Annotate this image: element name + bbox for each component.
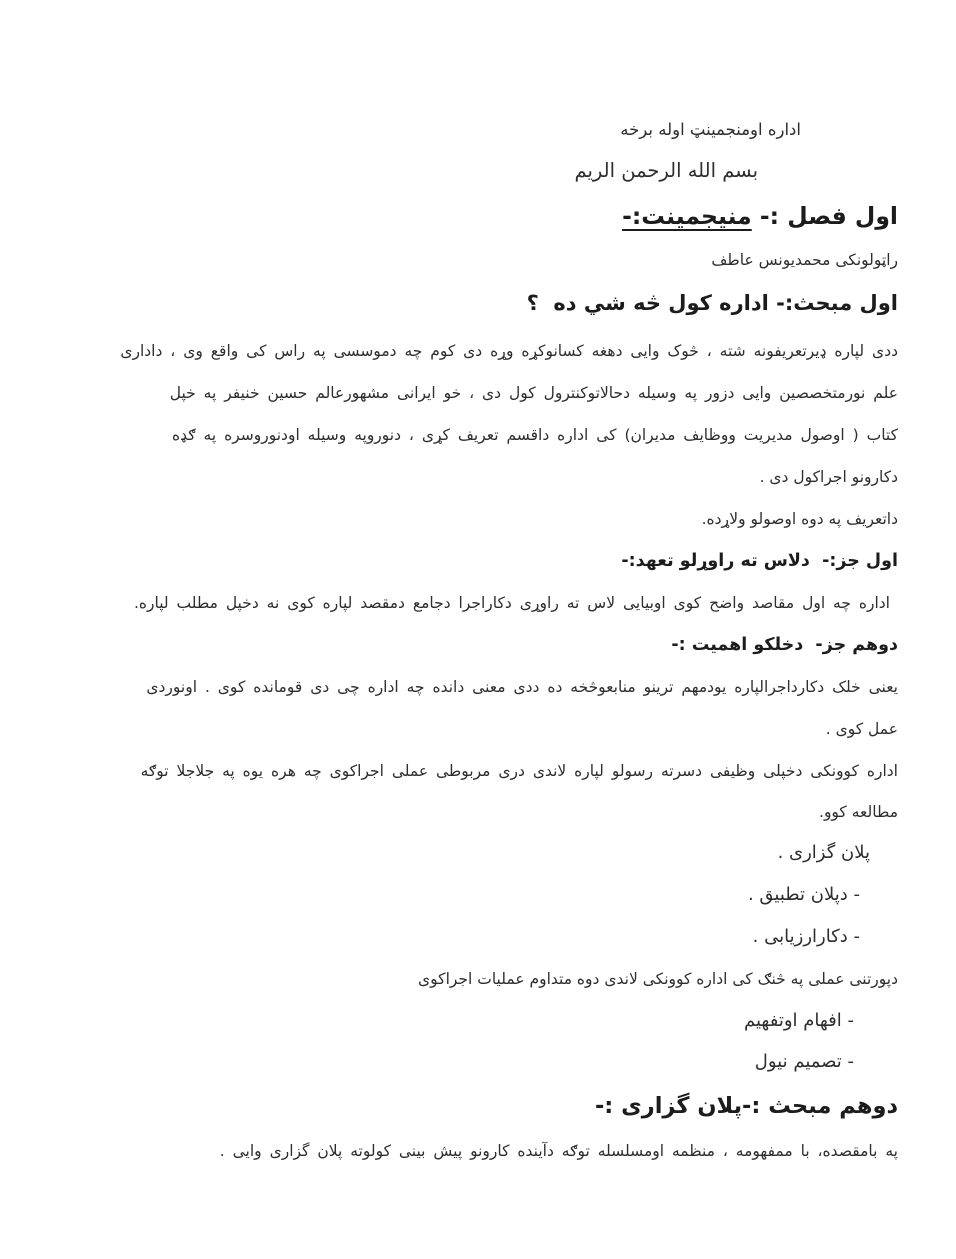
paragraph1-line2: علم نورمتخصصين وايی دزور په وسيله دحالاتوکنترول کول دی ، خو ايرانی مشهورعالم حسين خنيفر په خپل	[169, 384, 898, 402]
topic1-heading: اول مبحث:- اداره کول څه شي ده ؟	[526, 291, 898, 315]
part2-line1: يعنی خلک دکارداجرالپاره يودمهم ترينو منابعوڅخه ده ددی معنی دانده چه اداره چی دی قومانده کوی . اونوردی	[146, 678, 898, 696]
closing-text: په بامقصده، با ممفهومه ، منظمه اومسلسله توګه دآينده کارونو پيش بينی کولوته پلان گزاری وايی .	[219, 1142, 898, 1160]
list1-item-evaluation: - دکارارزيابی .	[752, 926, 860, 947]
document-header-line: اداره اومنجمينټ اوله برخه	[620, 120, 801, 139]
paragraph1-line1: ددی لپاره ډيرتعريفونه شته ، څوک وايی دهغه کسانوکړه وړه دی کوم چه دموسسی په راس کی واقع وی ، داداری	[120, 342, 898, 360]
paragraph3-line2: مطالعه کوو.	[819, 803, 898, 821]
paragraph3-line1: اداره کوونکی دخپلی وظيفی دسرته رسولو لپاره لاندی دری مربوطی عملی اجراکوی چه هره يوه په جلاجلا توګه	[140, 762, 898, 780]
compiler-byline: راټولونکی محمديونس عاطف	[711, 251, 898, 269]
topic2-heading: دوهم مبحث :-پلان گزاری :-	[594, 1093, 898, 1119]
chapter-heading-underlined: منيجمينت:-	[622, 202, 752, 230]
paragraph1-line3: کتاب ( اوصول مديريت ووظايف مديران) کی اداره داقسم تعريف کړی ، دنوروپه وسيله اودنوروسره په ګډه	[171, 426, 898, 444]
bismillah-line: بسم الله الرحمن الريم	[574, 159, 758, 182]
part2-heading: دوهم جز- دخلکو اهميت :-	[671, 635, 898, 655]
paragraph1-line4: دکارونو اجراکول دی .	[759, 468, 898, 486]
part1-text: اداره چه اول مقاصد واضح کوی اوبيايی لاس ته راوړی دکاراجرا دجامع دمقصد لپاره کوی نه دخپل مطلب لپاره.	[133, 594, 890, 612]
list1-item-implementation: - دپلان تطبيق .	[747, 884, 860, 905]
part1-heading: اول جز:- دلاس ته راوړلو تعهد:-	[621, 551, 898, 571]
list2-item-communication: - افهام اوتفهيم	[744, 1010, 854, 1031]
chapter-heading-prefix: اول فصل :-	[751, 202, 898, 230]
chapter-heading	[58, 190, 898, 243]
paragraph2-line: داتعريف په دوه اوصولو ولاړده.	[701, 510, 898, 528]
part2-line2: عمل کوی .	[825, 720, 898, 738]
list1-item-planning: پلان گزاری .	[777, 842, 870, 863]
paragraph4-line: دپورتنی عملی په څنګ کی اداره کوونکی لاندی دوه متداوم عمليات اجراکوی	[418, 970, 898, 988]
list2-item-decision: - تصميم نيول	[754, 1051, 854, 1072]
